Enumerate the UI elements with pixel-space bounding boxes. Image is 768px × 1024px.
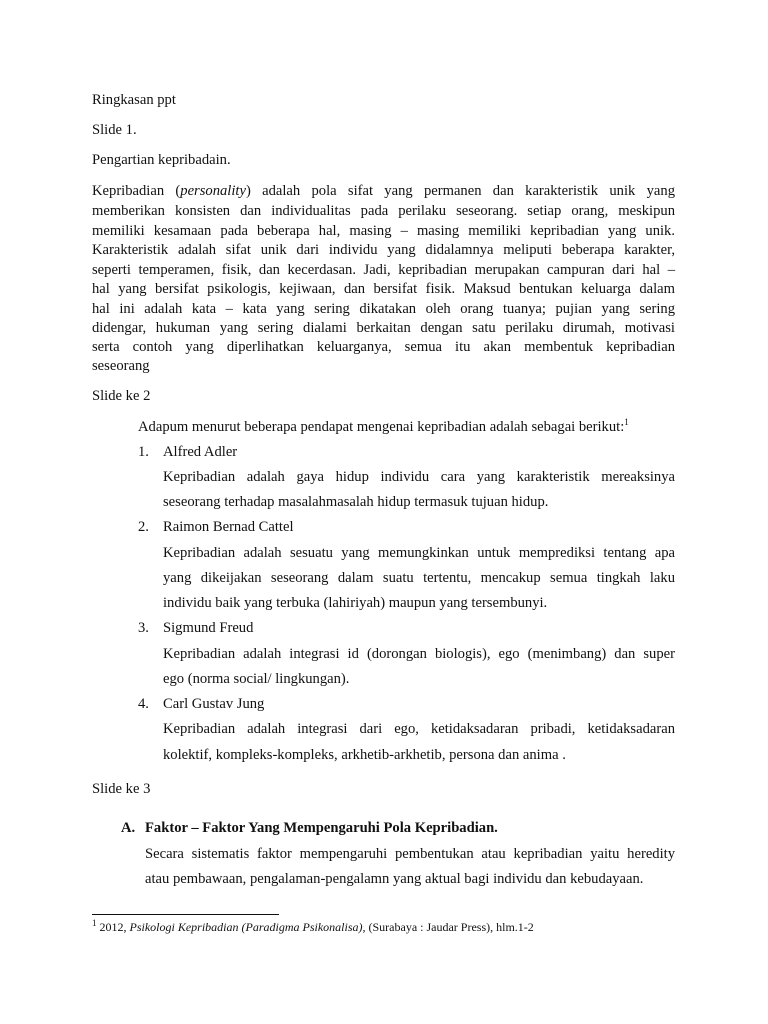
list-item-text: Kepribadian adalah sesuatu yang memungkinkan untuk memprediksi tentang apa [163,545,675,561]
section-letter: A. [121,820,136,836]
section-title: Faktor – Faktor Yang Mempengaruhi Pola Kepribadian. [145,820,498,836]
list-item-text: Kepribadian adalah gaya hidup individu cara yang karakteristik mereaksinya [163,469,675,485]
footnote: $^1$ 2012, Psikologi Kepribadian (Paradigma Psikonalisa), (Surabaya : Jaudar Press), hlm.1-2 [92,918,534,934]
footnote-book-title: Psikologi Kepribadian (Paradigma Psikonalisa), [129,920,366,934]
list-number: 3. [138,620,149,636]
section-text: Secara sistematis faktor mempengaruhi pembentukan atau kepribadian yaitu heredity [145,846,675,862]
paragraph-line: hal ini adalah kata – kata yang sering dikatakan oleh orang tuanya; pujian yang sering [92,301,675,317]
document-title: Ringkasan ppt [92,92,176,108]
paragraph-line: memiliki kesamaan pada beberapa hal, masing – masing memiliki kepribadian yang unik. [92,223,675,239]
list-item-name: Alfred Adler [163,444,238,460]
slide-1-heading: Slide 1. [92,122,137,138]
paragraph-line: Karakteristik adalah sifat unik dari individu yang didalamnya meliputi beberapa karakter, [92,242,675,258]
list-number: 4. [138,696,149,712]
list-item-text: ego (norma social/ lingkungan). [163,671,350,687]
slide-2-intro: Adapum menurut beberapa pendapat mengenai kepribadian adalah sebagai berikut:$^1$ [138,417,629,435]
list-item-name: Sigmund Freud [163,620,254,636]
list-number: 2. [138,519,149,535]
paragraph-line: seseorang [92,358,150,374]
personality-term: personality [180,183,246,199]
paragraph-line: hal yang bersifat psikologis, kejiwaan, dan bersifat fisik. Maksud bentukan keluarga dalam [92,281,675,297]
list-item-text: kolektif, kompleks-kompleks, arkhetib-arkhetib, persona dan anima . [163,747,566,763]
footnote-ref: 1 [624,417,629,428]
paragraph-line: serta contoh yang diperlihatkan keluarganya, semua itu akan membentuk kepribadian [92,339,675,355]
slide-1-subheading: Pengartian kepribadain. [92,152,231,168]
paragraph-line: seperti temperamen, fisik, dan kecerdasan. Jadi, kepribadian merupakan campuran dari hal – [92,262,675,278]
list-item-text: Kepribadian adalah integrasi dari ego, ketidaksadaran pribadi, ketidaksadaran [163,721,675,737]
section-text: atau pembawaan, pengalaman-pengalamn yang aktual bagi individu dan kebudayaan. [145,871,644,887]
paragraph-line: Kepribadian (personality) adalah pola sifat yang permanen dan karakteristik unik yang [92,183,675,199]
list-item-text: seseorang terhadap masalahmasalah hidup termasuk tujuan hidup. [163,494,549,510]
slide-3-heading: Slide ke 3 [92,781,151,797]
list-item-text: individu baik yang terbuka (lahiriyah) maupun yang tersembunyi. [163,595,548,611]
footnote-divider [92,914,279,915]
paragraph-line: memberikan konsisten dan individualitas pada perilaku seseorang. setiap orang, meskipun [92,203,675,219]
list-number: 1. [138,444,149,460]
list-item-text: yang dikeijakan seseorang dalam suatu tertentu, mencakup semua tingkah laku [163,570,675,586]
footnote-mark: 1 [92,918,97,928]
slide-2-heading: Slide ke 2 [92,388,151,404]
list-item-name: Raimon Bernad Cattel [163,519,294,535]
paragraph-line: didengar, hukuman yang sering dialami berkaitan dengan satu perilaku dirumah, motivasi [92,320,675,336]
list-item-text: Kepribadian adalah integrasi id (dorongan biologis), ego (menimbang) dan super [163,646,675,662]
list-item-name: Carl Gustav Jung [163,696,265,712]
